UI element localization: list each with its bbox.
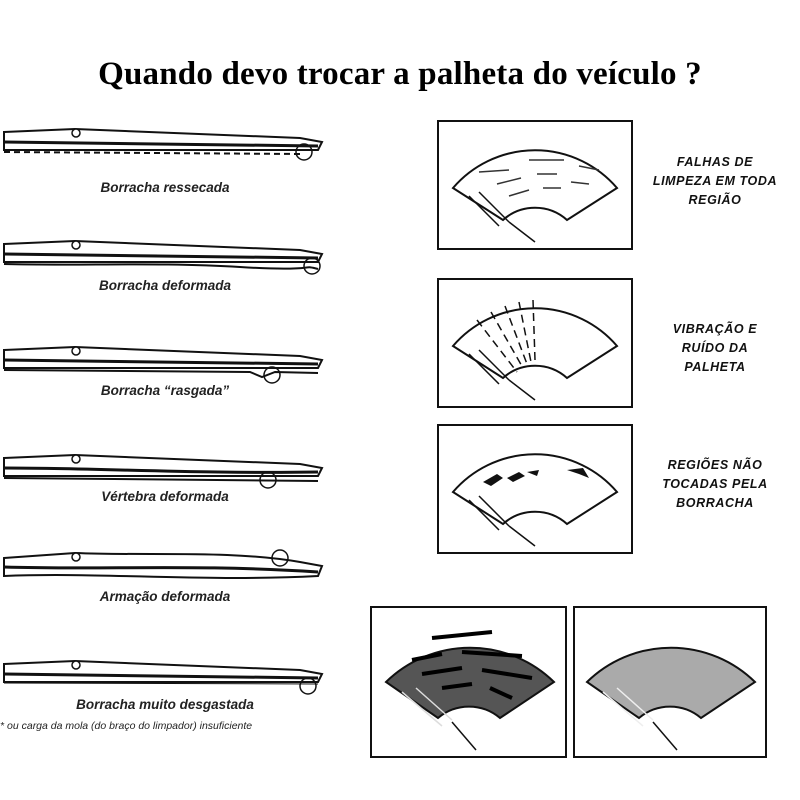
symptom-untouched (640, 456, 790, 513)
symptom-line: LIMPEZA EM TODA (652, 174, 778, 188)
wiper-blade-deformed-rubber (0, 236, 330, 278)
windshield-fan-streaks (439, 122, 631, 248)
panel-dark-glass (370, 606, 567, 758)
symptom-line: VIBRAÇÃO E (672, 322, 758, 336)
blade-label-worn: Borracha muito desgastada (76, 697, 254, 712)
windshield-fan-light (575, 608, 765, 756)
symptom-line: RUÍDO DA (681, 341, 749, 355)
blade-label-dried: Borracha ressecada (100, 180, 230, 195)
wiper-blade-dried-rubber (0, 124, 330, 166)
symptom-line: TOCADAS PELA (662, 477, 768, 491)
blade-label-torn: Borracha “rasgada” (100, 383, 230, 398)
symptom-line: BORRACHA (676, 496, 754, 510)
page-title: Quando devo trocar a palheta do veículo ? (98, 56, 702, 92)
wiper-blade-deformed-frame (0, 548, 330, 590)
footnote: * ou carga da mola (do braço do limpador) insuficiente (0, 720, 253, 732)
symptom-line: FALHAS DE (676, 155, 754, 169)
symptom-line: PALHETA (684, 360, 746, 374)
panel-untouched-regions (437, 424, 633, 554)
panel-light-glass (573, 606, 767, 758)
wiper-blade-torn-rubber (0, 342, 330, 384)
windshield-fan-dark (372, 608, 565, 756)
blade-label-deformed: Borracha deformada (98, 278, 232, 293)
wiper-blade-deformed-vertebra (0, 450, 330, 492)
windshield-fan-vibration (439, 280, 631, 406)
panel-streaks (437, 120, 633, 250)
blade-label-frame: Armação deformada (99, 589, 231, 604)
wiper-blade-worn-rubber (0, 656, 330, 698)
blade-label-vertebra: Vértebra deformada (101, 489, 229, 504)
symptom-streaks (640, 153, 790, 210)
windshield-fan-patches (439, 426, 631, 552)
symptom-line: REGIÃO (688, 193, 742, 207)
symptom-vibration (640, 320, 790, 377)
panel-vibration (437, 278, 633, 408)
symptom-line: REGIÕES NÃO (667, 458, 763, 472)
